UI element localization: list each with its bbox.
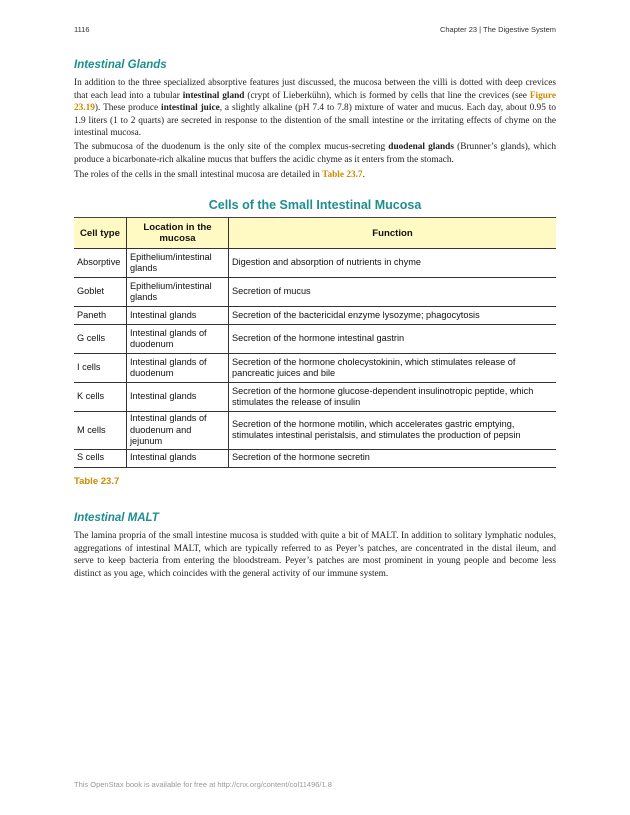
table-cell: Secretion of the hormone motilin, which accelerates gastric emptying, stimulates intestinal peristalsis, and stimulates the production of pepsin [229, 412, 557, 450]
table-cell: Secretion of the hormone secretin [229, 449, 557, 467]
table-cell: Epithelium/intestinal glands [127, 278, 229, 307]
table-cell: Intestinal glands [127, 383, 229, 412]
table-row [74, 383, 556, 412]
table-link[interactable]: Table 23.7 [322, 170, 363, 180]
table-cell: Secretion of the bactericidal enzyme lysozyme; phagocytosis [229, 307, 557, 325]
table-cell: Epithelium/intestinal glands [127, 249, 229, 278]
table-row [74, 278, 556, 307]
table-row [74, 325, 556, 354]
section-heading-intestinal-malt: Intestinal MALT [74, 512, 159, 524]
paragraph-intestinal-malt: The lamina propria of the small intestine mucosa is studded with quite a bit of MALT. In addition to solitary lymphatic nodules, aggregations of intestinal MALT, which are typically referred to as Peyer’s patches, are concentrated in the distal ileum, and serve to keep bacteria from entering the bloodstream. Peyer’s patches are most prominent in young people and become less distinct as you age, which coincides with the general activity of our immune system. [74, 531, 556, 579]
table-cell: I cells [74, 354, 127, 383]
cells-table [74, 217, 556, 468]
table-cell: Secretion of the hormone intestinal gastrin [229, 325, 557, 354]
paragraph-intestinal-glands: In addition to the three specialized absorptive features just discussed, the mucosa between the villi is dotted with deep crevices that each lead into a tubular intestinal gland (crypt of Lieberkühn), which is formed by cells that line the crevices (see Figure 23.19). These produce intestinal juice, a slightly alkaline (pH 7.4 to 7.8) mixture of water and mucus. Each day, about 0.95 to 1.9 liters (1 to 2 quarts) are secreted in response to the distention of the small intestine or the irritating effects of chyme on the intestinal mucosa. [74, 78, 556, 139]
table-header-row [74, 218, 556, 249]
table-cell: M cells [74, 412, 127, 450]
table-cell: Intestinal glands of duodenum and jejunum [127, 412, 229, 450]
table-row [74, 249, 556, 278]
paragraph-table-reference: The roles of the cells in the small intestinal mucosa are detailed in Table 23.7. [74, 170, 365, 180]
chapter-header: Chapter 23 | The Digestive System [439, 25, 556, 34]
term-duodenal-glands: duodenal glands [388, 142, 454, 152]
term-intestinal-juice: intestinal juice [161, 103, 220, 114]
page-number: 1116 [74, 25, 90, 34]
table-row [74, 449, 556, 467]
table-cell: Intestinal glands of duodenum [127, 354, 229, 383]
column-header: Function [229, 218, 557, 249]
table-cell: Paneth [74, 307, 127, 325]
term-intestinal-gland: intestinal gland [182, 90, 245, 101]
table-cell: Intestinal glands [127, 307, 229, 325]
table-title: Cells of the Small Intestinal Mucosa [208, 198, 422, 212]
paragraph-duodenal-glands: The submucosa of the duodenum is the only site of the complex mucus-secreting duodenal glands (Brunner’s glands), which produce a bicarbonate-rich alkaline mucus that buffers the acidic chyme as it enters from the stomach. [74, 142, 556, 165]
column-header: Location in the mucosa [127, 218, 229, 249]
table-row [74, 354, 556, 383]
table-caption: Table 23.7 [74, 476, 120, 487]
figure-link[interactable]: Figure 23.19 [74, 90, 556, 114]
table-cell: S cells [74, 449, 127, 467]
table-cell: Intestinal glands [127, 449, 229, 467]
table-cell: Secretion of the hormone glucose-dependent insulinotropic peptide, which stimulates the release of insulin [229, 383, 557, 412]
section-heading-intestinal-glands: Intestinal Glands [74, 59, 167, 71]
table-row [74, 412, 556, 450]
table-cell: Secretion of mucus [229, 278, 557, 307]
table-row [74, 307, 556, 325]
column-header: Cell type [74, 218, 127, 249]
table-cell: Goblet [74, 278, 127, 307]
table-cell: Digestion and absorption of nutrients in chyme [229, 249, 557, 278]
table-cell: K cells [74, 383, 127, 412]
table-cell: Absorptive [74, 249, 127, 278]
table-cell: Secretion of the hormone cholecystokinin, which stimulates release of pancreatic juices and bile [229, 354, 557, 383]
table-cell: Intestinal glands of duodenum [127, 325, 229, 354]
table-cell: G cells [74, 325, 127, 354]
page-footer: This OpenStax book is available for free at http://cnx.org/content/col11496/1.8 [74, 780, 332, 789]
